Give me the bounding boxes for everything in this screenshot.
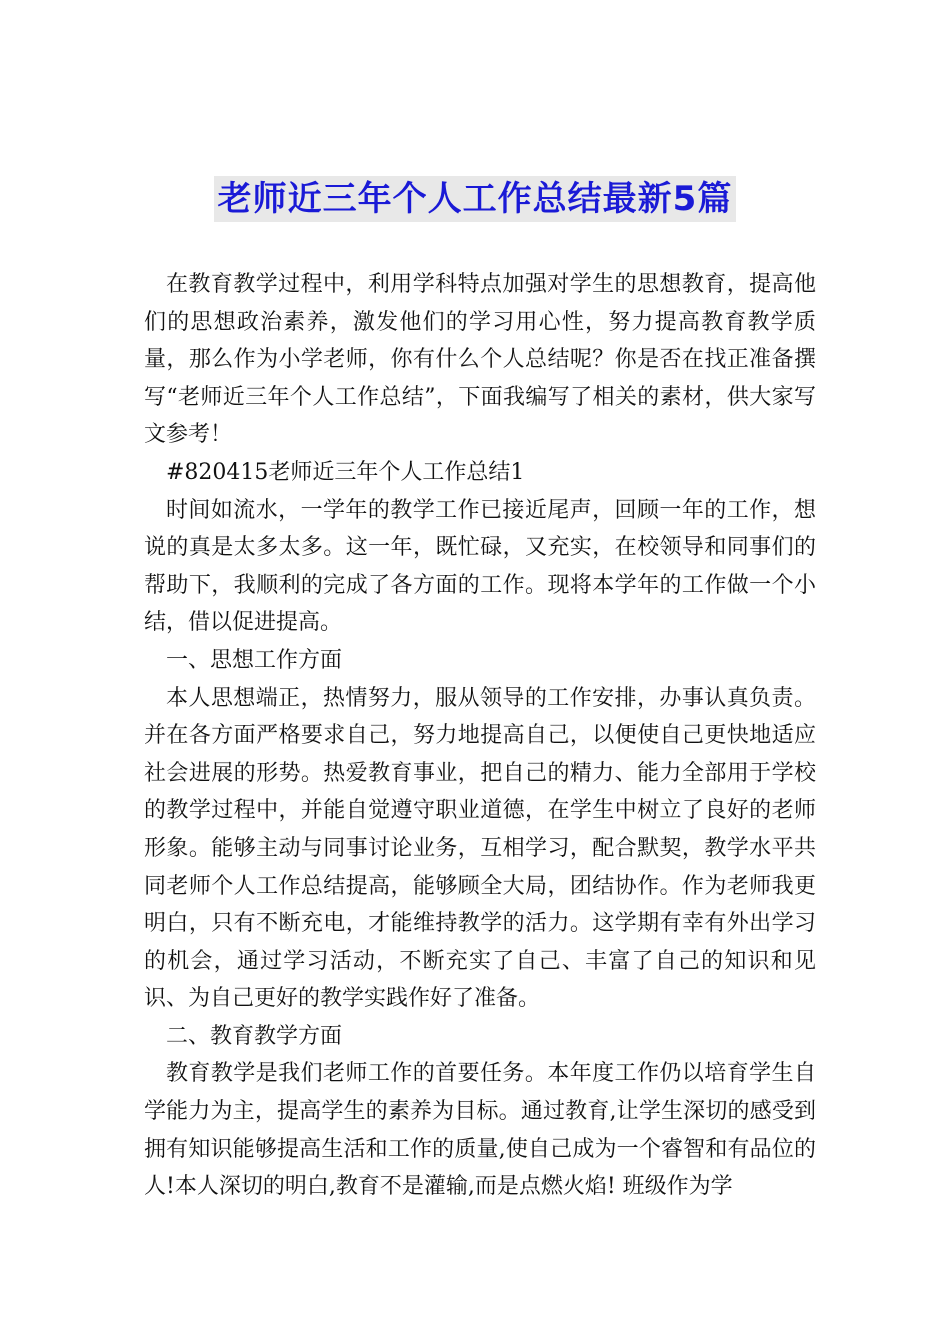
body-paragraph: 本人思想端正，热情努力，服从领导的工作安排，办事认真负责。并在各方面严格要求自己，努力地提高自己，以便使自己更快地适应社会进展的形势。热爱教育事业，把自己的精力、能力全部用于学校的教学过程中，并能自觉遵守职业道德，在学生中树立了良好的老师形象。能够主动与同事讨论业务，互相学习，配合默契，教学水平共同老师个人工作总结提高，能够顾全大局，团结协作。作为老师我更明白，只有不断充电，才能维持教学的活力。这学期有幸有外出学习的机会，通过学习活动，不断充实了自己、丰富了自己的知识和见识、为自己更好的教学实践作好了准备。 <box>144 685 816 1012</box>
body-paragraph: 时间如流水，一学年的教学工作已接近尾声，回顾一年的工作，想说的真是太多太多。这一年，既忙碌，又充实，在校领导和同事们的帮助下，我顺利的完成了各方面的工作。现将本学年的工作做一个小结，借以促进提高。 <box>144 497 816 636</box>
subheading-thought-work: 一、思想工作方面 <box>166 647 343 673</box>
section-heading-1: #820415老师近三年个人工作总结1 <box>166 459 525 485</box>
title-container <box>0 176 950 222</box>
intro-paragraph: 在教育教学过程中，利用学科特点加强对学生的思想教育，提高他们的思想政治素养，激发他们的学习用心性，努力提高教育教学质量，那么作为小学老师，你有什么个人总结呢？你是否在找正准备撰写“老师近三年个人工作总结”，下面我编写了相关的素材，供大家写文参考！ <box>144 272 816 448</box>
document-title: 老师近三年个人工作总结最新5篇 <box>214 176 737 222</box>
document-body <box>144 266 816 1206</box>
body-paragraph: 教育教学是我们老师工作的首要任务。本年度工作仍以培育学生自学能力为主，提高学生的素养为目标。通过教育,让学生深切的感受到拥有知识能够提高生活和工作的质量,使自己成为一个睿智和有品位的人!本人深切的明白,教育不是灌输,而是点燃火焰! 班级作为学 <box>144 1061 816 1200</box>
subheading-teaching: 二、教育教学方面 <box>166 1023 343 1049</box>
